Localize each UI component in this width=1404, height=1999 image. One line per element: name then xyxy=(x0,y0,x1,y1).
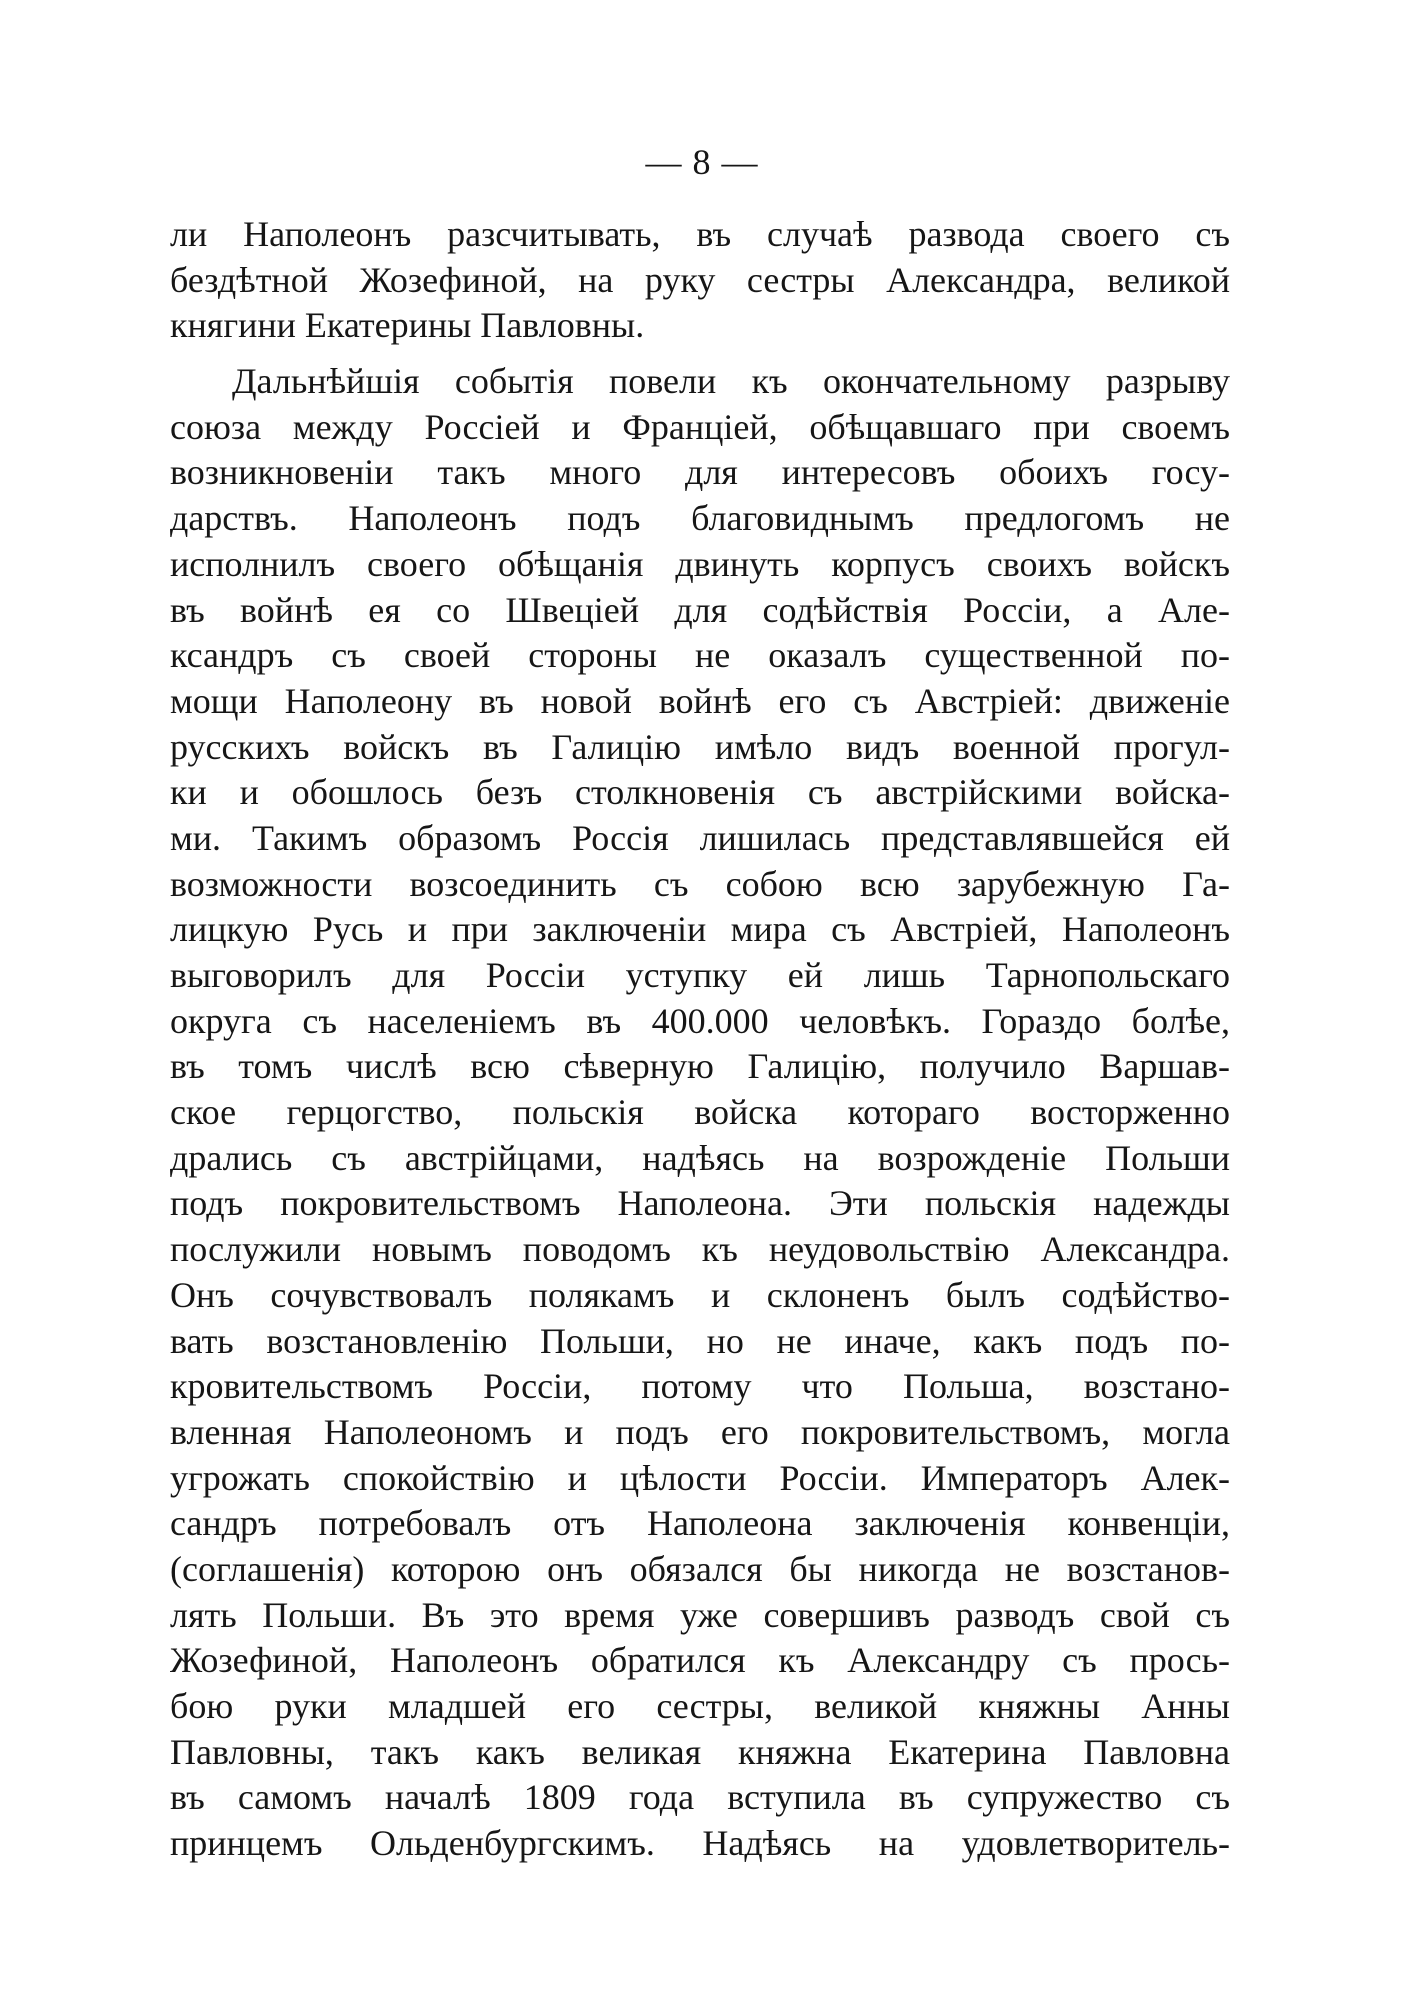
text-line: исполнилъ своего обѣщанія двинуть корпусъ своихъ войскъ xyxy=(170,543,1230,584)
text-line: лицкую Русь и при заключеніи мира съ Австріей, Наполеонъ xyxy=(170,909,1230,950)
text-line: возможности возсоединить съ собою всю зарубежную Га- xyxy=(170,863,1230,904)
text-line: Павловны, такъ какъ великая княжна Екатерина Павловна xyxy=(170,1731,1230,1772)
text-line: возникновеніи такъ много для интересовъ обоихъ госу- xyxy=(170,452,1230,493)
text-line: ксандръ съ своей стороны не оказалъ существенной по- xyxy=(170,635,1230,676)
text-line: ли Наполеонъ разсчитывать, въ случаѣ развода своего съ xyxy=(170,214,1230,254)
text-line: въ самомъ началѣ 1809 года вступила въ супружество съ xyxy=(170,1777,1230,1818)
text-line: бою руки младшей его сестры, великой княжны Анны xyxy=(170,1686,1230,1726)
text-line: мощи Наполеону въ новой войнѣ его съ Австріей: движеніе xyxy=(170,680,1230,721)
text-line: Онъ сочувствовалъ полякамъ и склоненъ былъ содѣйство- xyxy=(170,1274,1230,1315)
text-line: сандръ потребовалъ отъ Наполеона заключенія конвенціи, xyxy=(170,1503,1230,1544)
text-line: Дальнѣйшія событія повели къ окончательному разрыву xyxy=(232,361,1230,402)
text-line: въ войнѣ ея со Швеціей для содѣйствія Россіи, а Але- xyxy=(170,589,1230,630)
body-text xyxy=(170,212,1230,1867)
text-line: бездѣтной Жозефиной, на руку сестры Александра, великой xyxy=(170,259,1230,300)
text-line: дарствъ. Наполеонъ подъ благовиднымъ предлогомъ не xyxy=(170,498,1230,539)
text-line: союза между Россіей и Франціей, обѣщавшаго при своемъ xyxy=(170,406,1230,447)
text-line: ми. Такимъ образомъ Россія лишилась представлявшейся ей xyxy=(170,817,1230,858)
text-line: Жозефиной, Наполеонъ обратился къ Александру съ прось- xyxy=(170,1640,1230,1681)
text-line: принцемъ Ольденбургскимъ. Надѣясь на удовлетворитель- xyxy=(170,1823,1230,1864)
text-line: вленная Наполеономъ и подъ его покровительствомъ, могла xyxy=(170,1411,1230,1452)
text-line: лять Польши. Въ это время уже совершивъ разводъ свой съ xyxy=(170,1594,1230,1635)
paragraph-gap xyxy=(170,349,1230,359)
text-line: вать возстановленію Польши, но не иначе, какъ подъ по- xyxy=(170,1320,1230,1361)
text-line: (соглашенія) которою онъ обязался бы никогда не возстанов- xyxy=(170,1548,1230,1589)
text-line: ское герцогство, польскія войска котораго восторженно xyxy=(170,1092,1230,1133)
text-line: округа съ населеніемъ въ 400.000 человѣкъ. Гораздо болѣе, xyxy=(170,1000,1230,1041)
text-line: подъ покровительствомъ Наполеона. Эти польскія надежды xyxy=(170,1183,1230,1224)
text-line: русскихъ войскъ въ Галицію имѣло видъ военной прогул- xyxy=(170,726,1230,767)
text-line: угрожать спокойствію и цѣлости Россіи. Императоръ Алек- xyxy=(170,1457,1230,1498)
text-line: въ томъ числѣ всю сѣверную Галицію, получило Варшав- xyxy=(170,1046,1230,1087)
text-line: ки и обошлось безъ столкновенія съ австрійскими войска- xyxy=(170,772,1230,813)
text-line: княгини Екатерины Павловны. xyxy=(170,305,645,346)
text-line: выговорилъ для Россіи уступку ей лишь Тарнопольскаго xyxy=(170,955,1230,995)
page-number: — 8 — xyxy=(645,142,759,182)
text-line: дрались съ австрійцами, надѣясь на возрожденіе Польши xyxy=(170,1137,1230,1178)
text-line: кровительствомъ Россіи, потому что Польша, возстано- xyxy=(170,1366,1230,1407)
text-line: послужили новымъ поводомъ къ неудовольствію Александра. xyxy=(170,1229,1230,1270)
